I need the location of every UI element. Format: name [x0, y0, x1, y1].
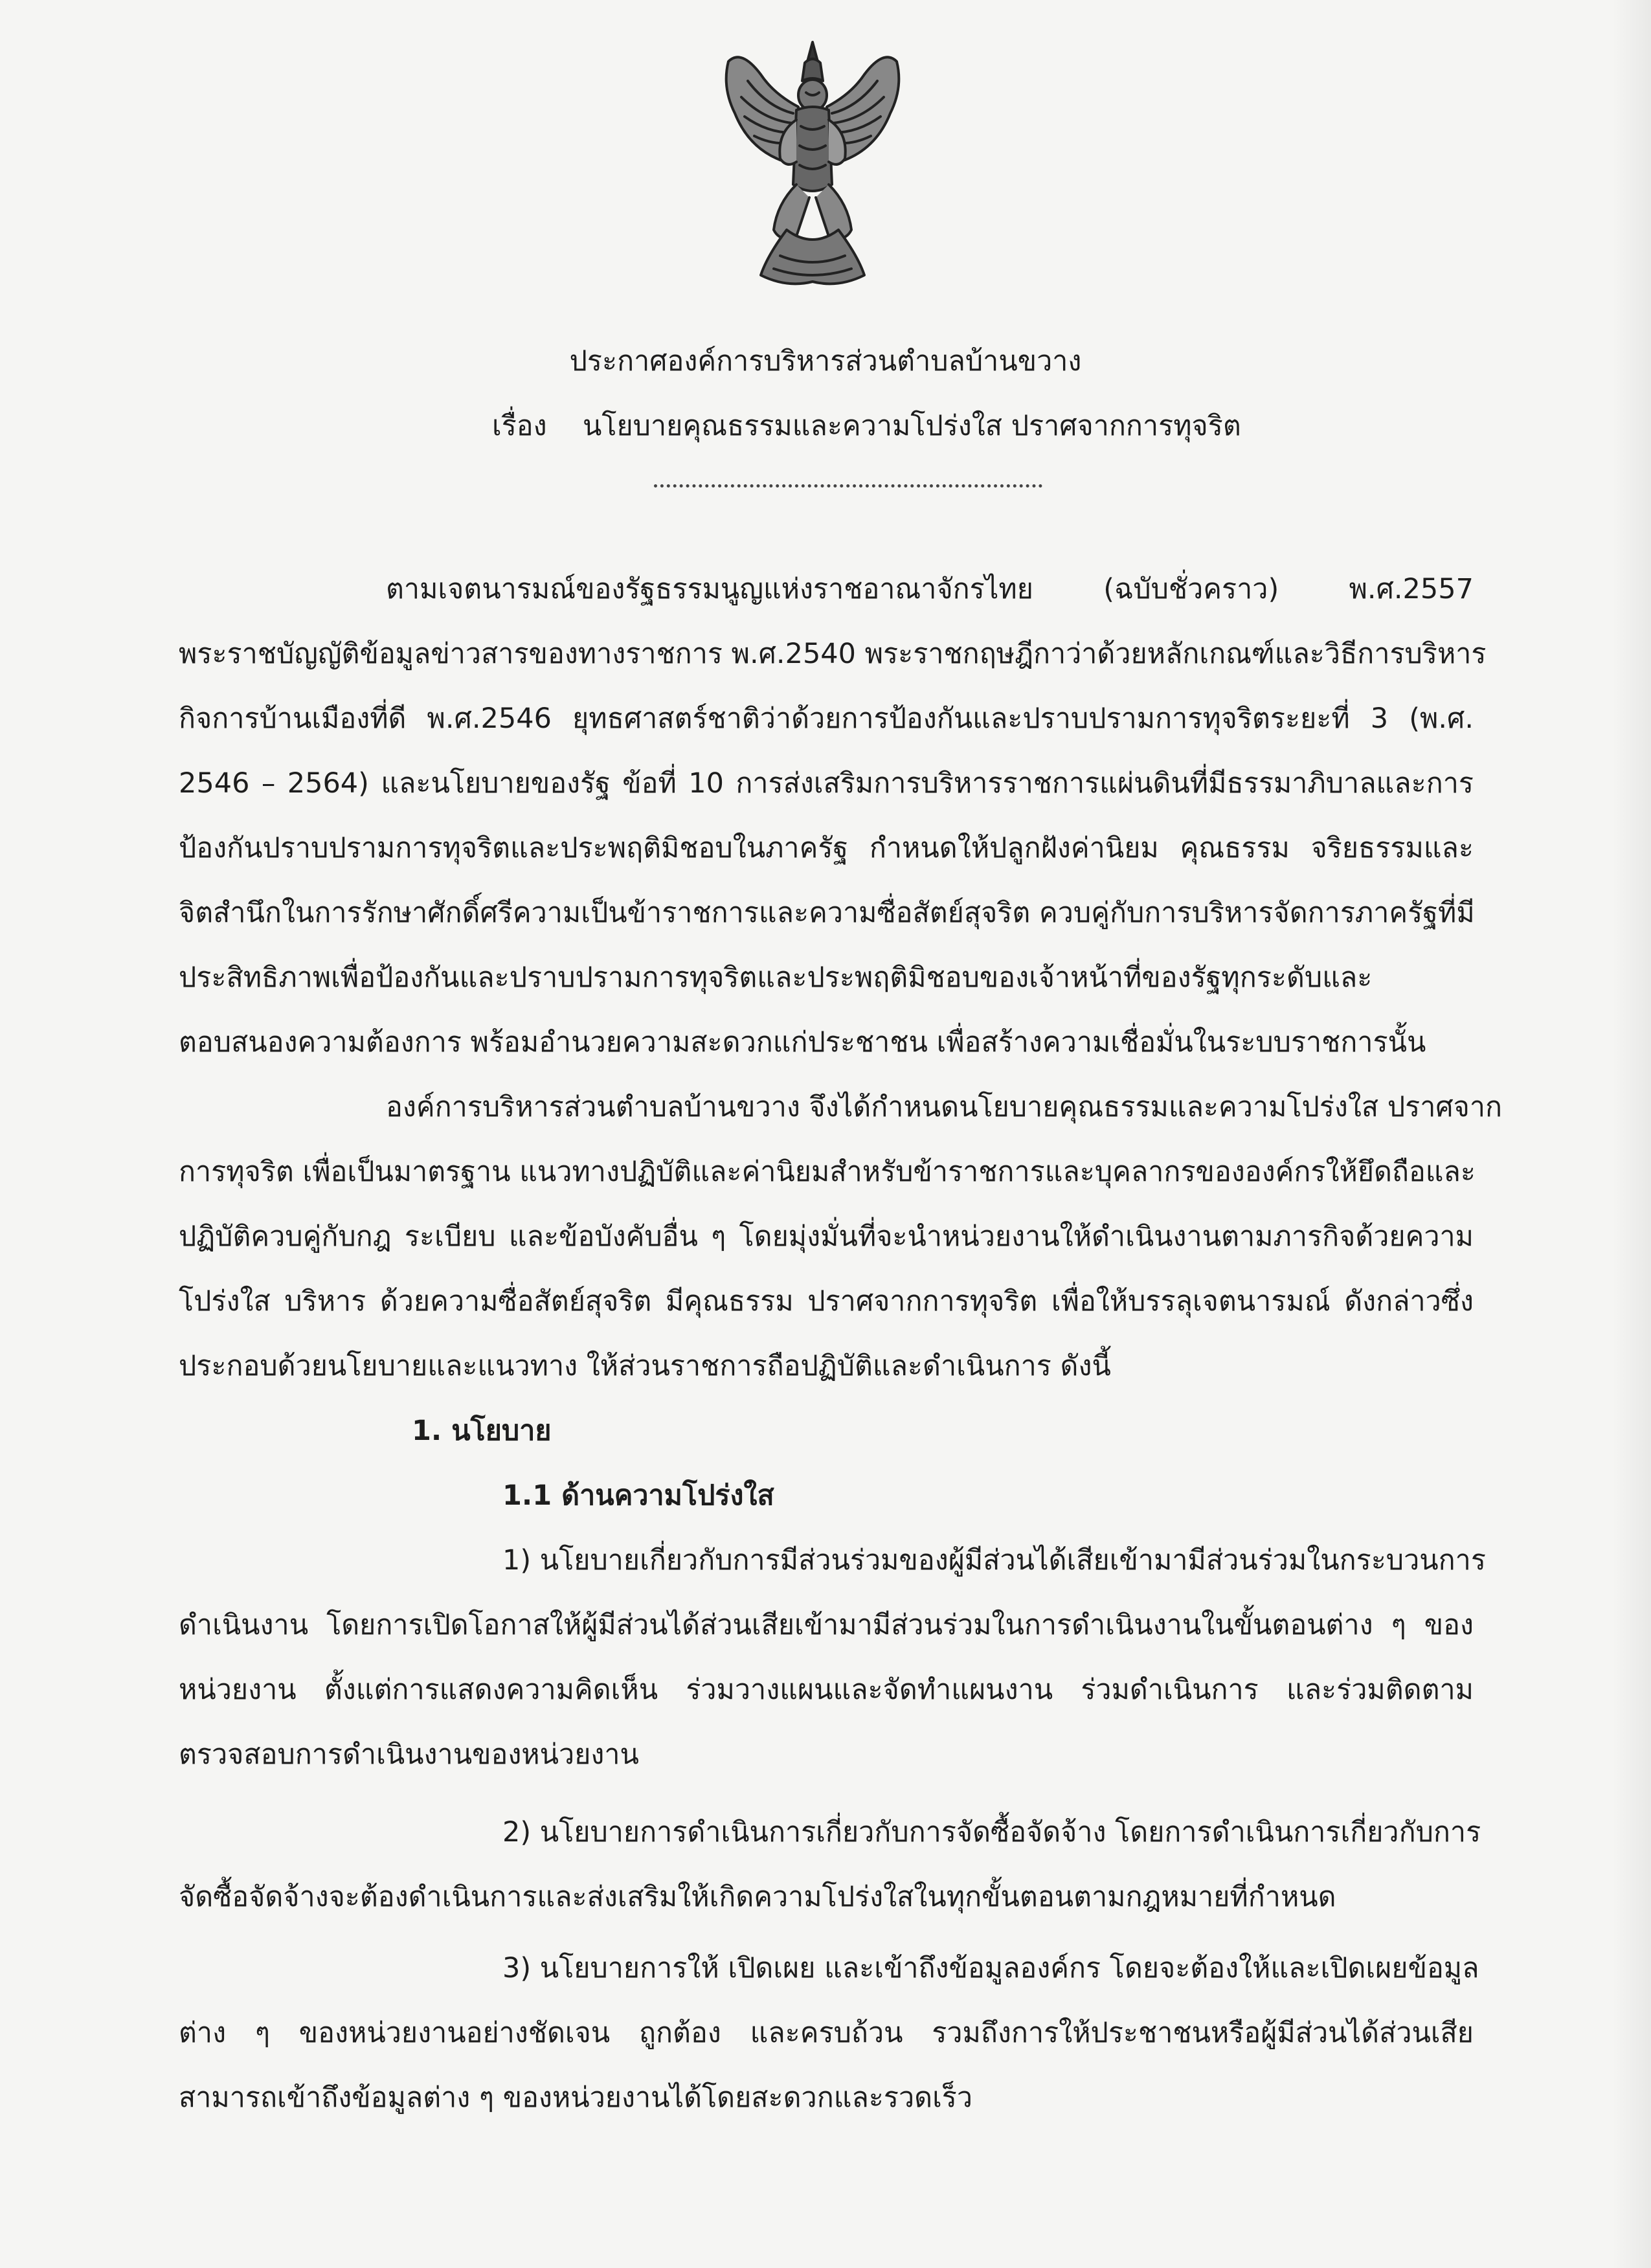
- paragraph-2-line-5: ประกอบด้วยนโยบายและแนวทาง ให้ส่วนราชการถือปฏิบัติและดำเนินการ ดังนี้: [179, 1350, 1111, 1382]
- item-2-line-2: จัดซื้อจัดจ้างจะต้องดำเนินการและส่งเสริมให้เกิดความโปร่งใสในทุกขั้นตอนตามกฎหมายที่กำหนด: [179, 1881, 1336, 1913]
- item-1-line-1: 1) นโยบายเกี่ยวกับการมีส่วนร่วมของผู้มีส่วนได้เสียเข้ามามีส่วนร่วมในกระบวนการ: [502, 1544, 1486, 1577]
- paragraph-1-line-6: จิตสำนึกในการรักษาศักดิ์ศรีความเป็นข้าราชการและความซื่อสัตย์สุจริต ควบคู่กับการบริหารจัดการภาครัฐที่มี: [179, 897, 1475, 929]
- item-1-line-3: หน่วยงาน ตั้งแต่การแสดงความคิดเห็น ร่วมวางแผนและจัดทำแผนงาน ร่วมดำเนินการ และร่วมติดตาม: [179, 1674, 1474, 1706]
- paragraph-1-line-4: 2546 – 2564) และนโยบายของรัฐ ข้อที่ 10 การส่งเสริมการบริหารราชการแผ่นดินที่มีธรรมาภิบาลและการ: [179, 767, 1474, 800]
- separator-dots: [654, 484, 1042, 488]
- paragraph-1-line-8: ตอบสนองความต้องการ พร้อมอำนวยความสะดวกแก่ประชาชน เพื่อสร้างความเชื่อมั่นในระบบราชการนั้น: [179, 1026, 1426, 1059]
- paragraph-1-line-7: ประสิทธิภาพเพื่อป้องกันและปราบปรามการทุจริตและประพฤติมิชอบของเจ้าหน้าที่ของรัฐทุกระดับและ: [179, 961, 1373, 994]
- paragraph-1-line-2: พระราชบัญญัติข้อมูลข่าวสารของทางราชการ พ.ศ.2540 พระราชกฤษฎีกาว่าด้วยหลักเกณฑ์และวิธีการบริหาร: [179, 638, 1487, 670]
- announcement-title: ประกาศองค์การบริหารส่วนตำบลบ้านขวาง: [569, 345, 1082, 377]
- paragraph-2-line-4: โปร่งใส บริหาร ด้วยความซื่อสัตย์สุจริต มีคุณธรรม ปราศจากการทุจริต เพื่อให้บรรลุเจตนารมณ์ ดังกล่าวซึ่ง: [179, 1285, 1474, 1318]
- subject-text: นโยบายคุณธรรมและความโปร่งใส ปราศจากการทุจริต: [583, 410, 1241, 442]
- item-3-line-2: ต่าง ๆ ของหน่วยงานอย่างชัดเจน ถูกต้อง และครบถ้วน รวมถึงการให้ประชาชนหรือผู้มีส่วนได้ส่วนเสีย: [179, 2017, 1474, 2049]
- paragraph-1-line-1: ตามเจตนารมณ์ของรัฐธรรมนูญแห่งราชอาณาจักรไทย (ฉบับชั่วคราว) พ.ศ.2557: [386, 573, 1474, 605]
- paragraph-1-line-5: ป้องกันปราบปรามการทุจริตและประพฤติมิชอบในภาครัฐ กำหนดให้ปลูกฝังค่านิยม คุณธรรม จริยธรรมและ: [179, 832, 1474, 864]
- paragraph-2-line-3: ปฏิบัติควบคู่กับกฎ ระเบียบ และข้อบังคับอื่น ๆ โดยมุ่งมั่นที่จะนำหน่วยงานให้ดำเนินงานตามภารกิจด้วยความ: [179, 1220, 1474, 1253]
- item-3-line-3: สามารถเข้าถึงข้อมูลต่าง ๆ ของหน่วยงานได้โดยสะดวกและรวดเร็ว: [179, 2082, 973, 2114]
- scan-shadow: [1612, 0, 1651, 2268]
- paragraph-1-line-3: กิจการบ้านเมืองที่ดี พ.ศ.2546 ยุทธศาสตร์ชาติว่าด้วยการป้องกันและปราบปรามการทุจริตระยะที่ 3 (พ.ศ.: [179, 702, 1474, 735]
- section-1-1-heading: 1.1 ด้านความโปร่งใส: [502, 1479, 774, 1512]
- section-1-heading: 1. นโยบาย: [412, 1415, 552, 1447]
- item-3-line-1: 3) นโยบายการให้ เปิดเผย และเข้าถึงข้อมูลองค์กร โดยจะต้องให้และเปิดเผยข้อมูล: [502, 1952, 1479, 1984]
- garuda-emblem-icon: [715, 36, 910, 295]
- subject-label: เรื่อง: [492, 410, 547, 442]
- item-1-line-2: ดำเนินงาน โดยการเปิดโอกาสให้ผู้มีส่วนได้ส่วนเสียเข้ามามีส่วนร่วมในการดำเนินงานในขั้นตอนต่าง ๆ ของ: [179, 1609, 1474, 1641]
- paragraph-2-line-2: การทุจริต เพื่อเป็นมาตรฐาน แนวทางปฏิบัติและค่านิยมสำหรับข้าราชการและบุคลากรขององค์กรให้ยึดถือและ: [179, 1156, 1476, 1188]
- paragraph-2-line-1: องค์การบริหารส่วนตำบลบ้านขวาง จึงได้กำหนดนโยบายคุณธรรมและความโปร่งใส ปราศจาก: [386, 1091, 1503, 1123]
- item-1-line-4: ตรวจสอบการดำเนินงานของหน่วยงาน: [179, 1738, 639, 1771]
- item-2-line-1: 2) นโยบายการดำเนินการเกี่ยวกับการจัดซื้อจัดจ้าง โดยการดำเนินการเกี่ยวกับการ: [502, 1816, 1481, 1848]
